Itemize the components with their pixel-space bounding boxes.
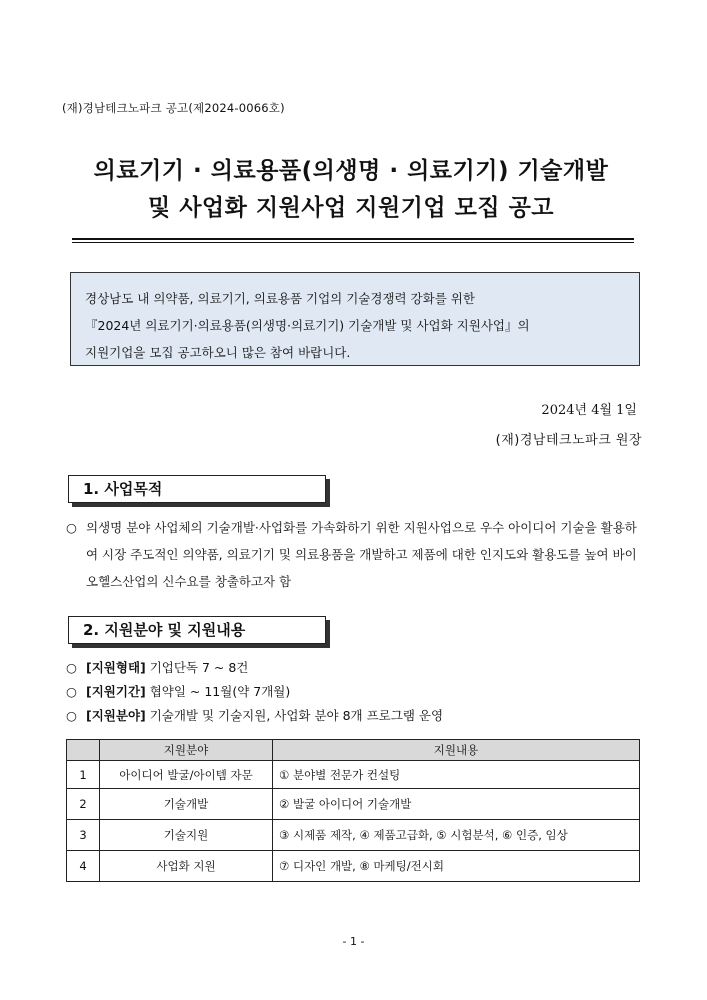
table-row <box>67 761 640 789</box>
section-1-heading: 1. 사업목적 <box>68 475 326 503</box>
bullet-mark: ○ <box>66 684 77 699</box>
document-title <box>62 153 640 227</box>
bullet-mark: ○ <box>66 520 77 535</box>
page-number: - 1 - <box>342 935 365 948</box>
title-line-2: 및 사업화 지원사업 지원기업 모집 공고 <box>147 195 555 221</box>
list-item-support-field <box>66 704 443 728</box>
row-content: ① 분야별 전문가 컨설팅 <box>273 761 640 789</box>
list-item-support-period <box>66 680 443 704</box>
support-items <box>66 656 443 728</box>
table-header-row <box>67 740 640 761</box>
signature: (재)경남테크노파크 원장 <box>495 433 642 448</box>
bullet-mark: ○ <box>66 708 77 723</box>
title-line-1: 의료기기 · 의료용품(의생명 · 의료기기) 기술개발 <box>93 158 609 184</box>
item-label: [지원분야] <box>86 708 146 723</box>
row-number: 1 <box>67 761 100 789</box>
row-content: ② 발굴 아이디어 기술개발 <box>273 789 640 820</box>
row-number: 3 <box>67 820 100 851</box>
section-2-heading: 2. 지원분야 및 지원내용 <box>68 616 326 644</box>
notice-number: (재)경남테크노파크 공고(제2024-0066호) <box>62 101 285 115</box>
announcement-date: 2024년 4월 1일 <box>541 403 637 418</box>
header-cell-content: 지원내용 <box>273 740 640 761</box>
title-rule-thin <box>72 242 634 243</box>
row-number: 4 <box>67 851 100 882</box>
table-row <box>67 851 640 882</box>
header-cell-no <box>67 740 100 761</box>
bullet-mark: ○ <box>66 660 77 675</box>
item-label: [지원형태] <box>86 660 146 675</box>
row-field: 아이디어 발굴/아이템 자문 <box>100 761 273 789</box>
row-field: 기술지원 <box>100 820 273 851</box>
row-number: 2 <box>67 789 100 820</box>
header-cell-field: 지원분야 <box>100 740 273 761</box>
title-rule-thick <box>72 238 634 240</box>
item-value: 기업단독 7 ~ 8건 <box>145 660 249 675</box>
table-row <box>67 789 640 820</box>
item-value: 협약일 ~ 11월(약 7개월) <box>145 684 291 699</box>
intro-line-1: 경상남도 내 의약품, 의료기기, 의료용품 기업의 기술경쟁력 강화를 위한 <box>85 291 475 306</box>
intro-line-2: 『2024년 의료기기·의료용품(의생명·의료기기) 기술개발 및 사업화 지원사업』의 <box>85 318 530 333</box>
item-value: 기술개발 및 기술지원, 사업화 분야 8개 프로그램 운영 <box>145 708 444 723</box>
list-item-support-type <box>66 656 443 680</box>
support-table <box>66 739 640 882</box>
intro-box <box>70 272 640 366</box>
row-field: 사업화 지원 <box>100 851 273 882</box>
row-field: 기술개발 <box>100 789 273 820</box>
row-content: ③ 시제품 제작, ④ 제품고급화, ⑤ 시험분석, ⑥ 인증, 임상 <box>273 820 640 851</box>
purpose-text: 의생명 분야 사업체의 기술개발·사업화를 가속화하기 위한 지원사업으로 우수 아이디어 기술을 활용하여 시장 주도적인 의약품, 의료기기 및 의료용품을 개발하고 제품에 대한 인지도와 활용도를 높여 바이오헬스산업의 신수요를 창출하고자 함 <box>86 520 637 589</box>
purpose-bullet <box>66 514 646 595</box>
table-row <box>67 820 640 851</box>
item-label: [지원기간] <box>86 684 146 699</box>
section-1-body <box>66 514 646 595</box>
row-content: ⑦ 디자인 개발, ⑧ 마케팅/전시회 <box>273 851 640 882</box>
intro-line-3: 지원기업을 모집 공고하오니 많은 참여 바랍니다. <box>85 345 351 360</box>
